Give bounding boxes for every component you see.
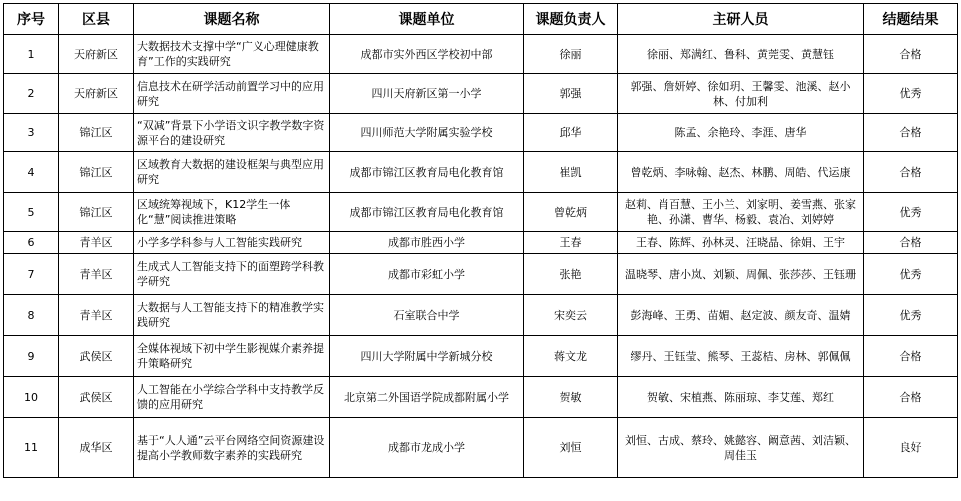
project-table — [3, 3, 958, 478]
header-title: 课题名称 — [134, 4, 330, 35]
cell-district: 锦江区 — [59, 152, 134, 193]
table-row — [4, 377, 958, 418]
cell-unit: 成都市锦江区教育局电化教育馆 — [330, 193, 524, 232]
cell-index: 3 — [4, 114, 59, 152]
header-leader: 课题负责人 — [524, 4, 618, 35]
cell-title: 基于“人人通”云平台网络空间资源建设提高小学教师数字素养的实践研究 — [134, 418, 330, 478]
cell-index: 2 — [4, 74, 59, 114]
cell-result: 优秀 — [864, 74, 958, 114]
cell-members: 赵莉、肖百慧、王小兰、刘家明、姜雪燕、张家艳、孙潇、曹华、杨毅、袁冶、刘婷婷 — [618, 193, 864, 232]
table-row — [4, 254, 958, 295]
cell-index: 8 — [4, 295, 59, 336]
cell-title: 大数据与人工智能支持下的精准教学实践研究 — [134, 295, 330, 336]
cell-district: 武侯区 — [59, 336, 134, 377]
header-index: 序号 — [4, 4, 59, 35]
cell-index: 10 — [4, 377, 59, 418]
cell-members: 彭海峰、王勇、苗媚、赵定波、颜友奇、温婧 — [618, 295, 864, 336]
cell-result: 合格 — [864, 35, 958, 74]
cell-leader: 曾乾炳 — [524, 193, 618, 232]
cell-result: 合格 — [864, 336, 958, 377]
table-row — [4, 232, 958, 254]
cell-title: 全媒体视域下初中学生影视媒介素养提升策略研究 — [134, 336, 330, 377]
cell-unit: 成都市胜西小学 — [330, 232, 524, 254]
cell-title: 区域教育大数据的建设框架与典型应用研究 — [134, 152, 330, 193]
header-district: 区县 — [59, 4, 134, 35]
table-row — [4, 193, 958, 232]
cell-title: 区域统筹视域下，K12学生一体化“慧”阅读推进策略 — [134, 193, 330, 232]
cell-members: 贺敏、宋植燕、陈丽琼、李艾莲、郑红 — [618, 377, 864, 418]
cell-index: 9 — [4, 336, 59, 377]
cell-members: 缪丹、王钰莹、熊琴、王蕊桔、房林、郭佩佩 — [618, 336, 864, 377]
cell-index: 7 — [4, 254, 59, 295]
cell-district: 青羊区 — [59, 254, 134, 295]
cell-title: “双减”背景下小学语文识字教学数字资源平台的建设研究 — [134, 114, 330, 152]
cell-unit: 四川天府新区第一小学 — [330, 74, 524, 114]
cell-leader: 蒋文龙 — [524, 336, 618, 377]
cell-result: 优秀 — [864, 254, 958, 295]
cell-index: 6 — [4, 232, 59, 254]
cell-unit: 北京第二外国语学院成都附属小学 — [330, 377, 524, 418]
cell-title: 大数据技术支撑中学“广义心理健康教育”工作的实践研究 — [134, 35, 330, 74]
cell-leader: 徐丽 — [524, 35, 618, 74]
cell-leader: 郭强 — [524, 74, 618, 114]
cell-unit: 石室联合中学 — [330, 295, 524, 336]
cell-title: 小学多学科参与人工智能实践研究 — [134, 232, 330, 254]
cell-result: 优秀 — [864, 295, 958, 336]
cell-result: 优秀 — [864, 193, 958, 232]
table-row — [4, 418, 958, 478]
table-row — [4, 74, 958, 114]
table-row — [4, 295, 958, 336]
cell-title: 生成式人工智能支持下的面塑跨学科教学研究 — [134, 254, 330, 295]
table-row — [4, 152, 958, 193]
cell-leader: 刘恒 — [524, 418, 618, 478]
cell-unit: 成都市锦江区教育局电化教育馆 — [330, 152, 524, 193]
cell-title: 信息技术在研学活动前置学习中的应用研究 — [134, 74, 330, 114]
cell-result: 合格 — [864, 377, 958, 418]
cell-unit: 四川师范大学附属实验学校 — [330, 114, 524, 152]
table-row — [4, 35, 958, 74]
cell-district: 成华区 — [59, 418, 134, 478]
cell-leader: 王春 — [524, 232, 618, 254]
cell-unit: 成都市龙成小学 — [330, 418, 524, 478]
cell-members: 温晓琴、唐小岚、刘颖、周佩、张莎莎、王钰珊 — [618, 254, 864, 295]
cell-district: 锦江区 — [59, 114, 134, 152]
cell-members: 郭强、詹妍婷、徐如玥、王馨雯、池溪、赵小林、付加利 — [618, 74, 864, 114]
table-row — [4, 336, 958, 377]
cell-result: 合格 — [864, 114, 958, 152]
cell-result: 合格 — [864, 152, 958, 193]
cell-index: 4 — [4, 152, 59, 193]
table-header-row — [4, 4, 958, 35]
cell-leader: 邱华 — [524, 114, 618, 152]
cell-unit: 成都市彩虹小学 — [330, 254, 524, 295]
cell-leader: 张艳 — [524, 254, 618, 295]
cell-district: 锦江区 — [59, 193, 134, 232]
cell-leader: 崔凯 — [524, 152, 618, 193]
cell-index: 1 — [4, 35, 59, 74]
cell-district: 青羊区 — [59, 295, 134, 336]
header-unit: 课题单位 — [330, 4, 524, 35]
header-members: 主研人员 — [618, 4, 864, 35]
cell-result: 良好 — [864, 418, 958, 478]
cell-members: 曾乾炳、李咏翰、赵杰、林鹏、周皓、代运康 — [618, 152, 864, 193]
table-row — [4, 114, 958, 152]
cell-unit: 成都市实外西区学校初中部 — [330, 35, 524, 74]
cell-district: 武侯区 — [59, 377, 134, 418]
cell-title: 人工智能在小学综合学科中支持教学反馈的应用研究 — [134, 377, 330, 418]
cell-district: 天府新区 — [59, 35, 134, 74]
cell-district: 天府新区 — [59, 74, 134, 114]
cell-district: 青羊区 — [59, 232, 134, 254]
cell-index: 5 — [4, 193, 59, 232]
cell-unit: 四川大学附属中学新城分校 — [330, 336, 524, 377]
cell-leader: 贺敏 — [524, 377, 618, 418]
header-result: 结题结果 — [864, 4, 958, 35]
cell-leader: 宋奕云 — [524, 295, 618, 336]
cell-members: 陈孟、余艳玲、李涯、唐华 — [618, 114, 864, 152]
cell-result: 合格 — [864, 232, 958, 254]
cell-members: 刘恒、古成、蔡玲、姚懿容、阚意茜、刘洁颖、周佳玉 — [618, 418, 864, 478]
cell-members: 徐丽、郑满红、鲁科、黄莞雯、黄慧钰 — [618, 35, 864, 74]
cell-members: 王春、陈辉、孙林灵、汪晓晶、徐娟、王宇 — [618, 232, 864, 254]
cell-index: 11 — [4, 418, 59, 478]
